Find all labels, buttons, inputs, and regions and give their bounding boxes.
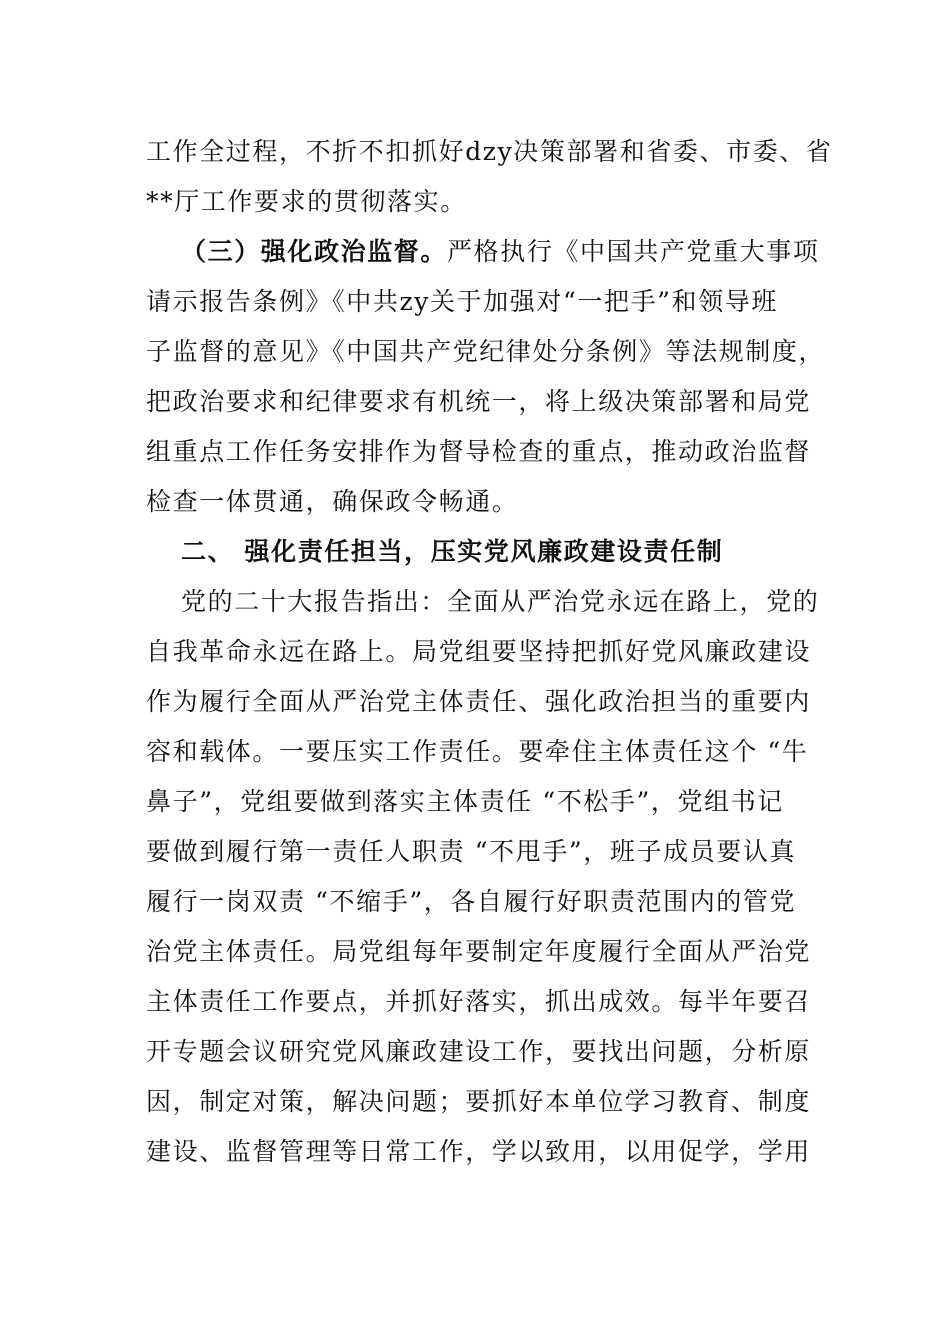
line-text: 党的二十大报告指出：全面从严治党永远在路上，党的	[181, 587, 820, 616]
text-line	[146, 386, 811, 418]
line-text: **厅工作要求的贯彻落实。	[146, 187, 467, 216]
text-line	[146, 936, 811, 968]
text-line	[146, 286, 778, 318]
line-text: 治党主体责任。局党组每年要制定年度履行全面从严治党	[146, 937, 812, 966]
line-text: 把政治要求和纪律要求有机统一，将上级决策部署和局党	[146, 387, 812, 416]
line-text: 因，制定对策，解决问题；要抓好本单位学习教育、制度	[146, 1087, 812, 1116]
text-line	[146, 636, 811, 668]
text-line	[146, 786, 784, 818]
text-line	[146, 886, 796, 918]
text-line	[146, 1086, 811, 1118]
text-line	[146, 436, 811, 468]
text-line	[146, 336, 825, 368]
text-line	[146, 836, 796, 868]
text-line	[146, 136, 833, 168]
text-line	[146, 986, 811, 1018]
text-line	[146, 686, 811, 718]
section-paragraph-line	[181, 236, 819, 268]
line-text: 主体责任工作要点，并抓好落实，抓出成效。每半年要召	[146, 987, 812, 1016]
line-text: 鼻子”，党组要做到落实主体责任 “不松手”，党组书记	[146, 787, 784, 816]
line-text: 自我革命永远在路上。局党组要坚持把抓好党风廉政建设	[146, 637, 812, 666]
text-line	[146, 736, 808, 768]
line-text: 作为履行全面从严治党主体责任、强化政治担当的重要内	[146, 687, 812, 716]
text-line	[146, 1136, 811, 1168]
line-text: 履行一岗双责 “不缩手”，各自履行好职责范围内的管党	[146, 887, 797, 916]
subsection-heading: （三）强化政治监督。	[181, 237, 448, 266]
line-text: 请示报告条例》《中共zy关于加强对“一把手”和领导班	[146, 287, 778, 316]
line-text: 要做到履行第一责任人职责 “不甩手”，班子成员要认真	[146, 837, 797, 866]
text-line	[146, 1036, 811, 1068]
line-text: 容和载体。一要压实工作责任。要牵住主体责任这个 “牛	[146, 737, 809, 766]
line-text: 工作全过程，不折不扣抓好dzy决策部署和省委、市委、省	[146, 137, 833, 166]
line-text: 严格执行《中国共产党重大事项	[447, 237, 820, 266]
line-text: 组重点工作任务安排作为督导检查的重点，推动政治监督	[146, 437, 812, 466]
section-heading-text: 二、 强化责任担当，压实党风廉政建设责任制	[181, 537, 724, 566]
line-text: 检查一体贯通，确保政令畅通。	[146, 487, 519, 516]
line-text: 子监督的意见》《中国共产党纪律处分条例》等法规制度，	[146, 337, 826, 366]
text-line	[146, 486, 518, 518]
section-heading	[181, 536, 723, 568]
text-line	[181, 586, 819, 618]
text-line	[146, 186, 467, 218]
line-text: 建设、监督管理等日常工作，学以致用，以用促学，学用	[146, 1137, 812, 1166]
line-text: 开专题会议研究党风廉政建设工作，要找出问题，分析原	[146, 1037, 812, 1066]
